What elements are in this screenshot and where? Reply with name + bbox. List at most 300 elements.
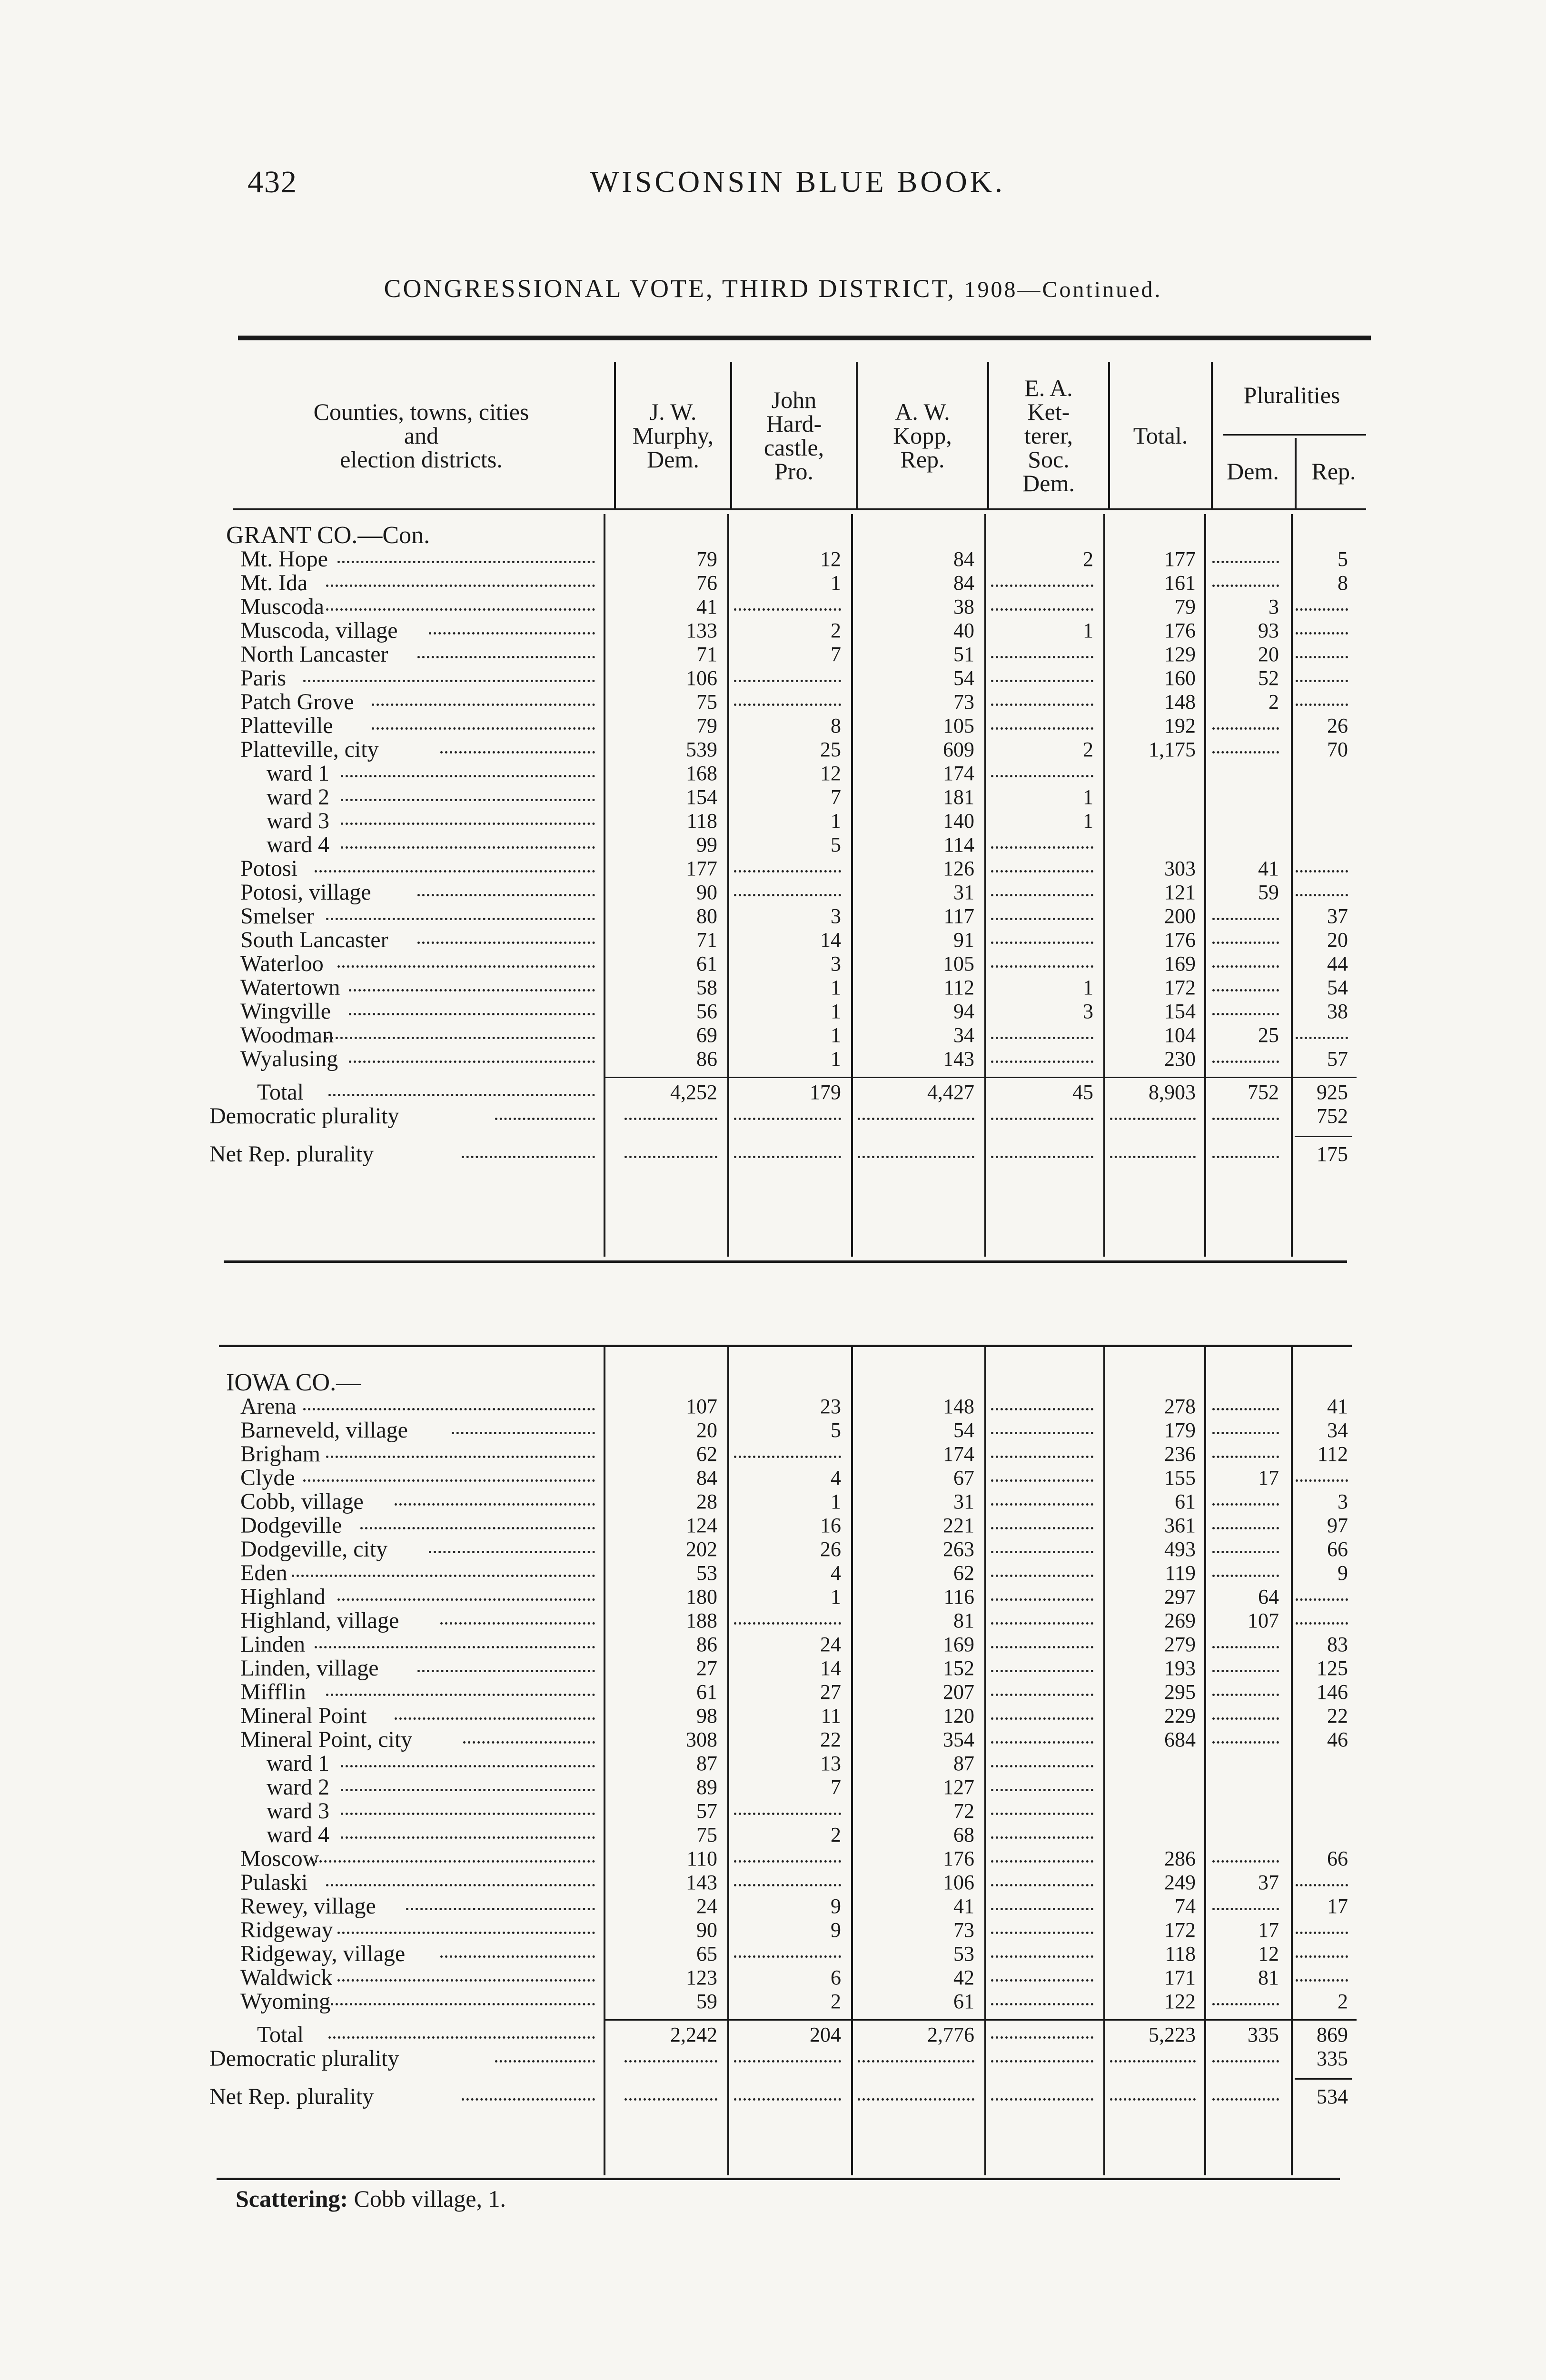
iowa-row-12-name-leader bbox=[417, 1670, 595, 1672]
iowa-row-24 bbox=[205, 1942, 1357, 1966]
header-bottom-rule bbox=[233, 508, 1366, 510]
grant-net-rep-plurality-name: Net Rep. plurality bbox=[209, 1142, 374, 1166]
grant-dem-plurality-hard-leader bbox=[734, 1118, 841, 1120]
iowa-row-10-rep-leader bbox=[1296, 1622, 1348, 1625]
iowa-row-15-total-value: 684 bbox=[1164, 1728, 1196, 1751]
iowa-row-22-total-value: 74 bbox=[1175, 1894, 1196, 1918]
iowa-row-17-kopp-value: 127 bbox=[943, 1775, 974, 1799]
grant-row-12-hard-value: 1 bbox=[831, 809, 841, 833]
iowa-row-4 bbox=[205, 1466, 1357, 1490]
iowa-row-5-murphy-value: 28 bbox=[696, 1490, 717, 1513]
grant-row-14-name: Potosi bbox=[240, 857, 298, 881]
iowa-row-25-rep-leader bbox=[1296, 1979, 1348, 1982]
grant-row-6-name-leader bbox=[303, 680, 595, 682]
iowa-row-3-kett-leader bbox=[991, 1456, 1093, 1458]
grant-row-8 bbox=[205, 714, 1357, 738]
grant-row-6-kett-leader bbox=[991, 680, 1093, 682]
iowa-row-3-kopp-value: 174 bbox=[943, 1442, 974, 1466]
iowa-row-10-murphy-value: 188 bbox=[686, 1609, 717, 1632]
iowa-dem-plurality-total-leader bbox=[1110, 2060, 1196, 2063]
grant-row-8-kopp-value: 105 bbox=[943, 714, 974, 737]
iowa-row-20-rep-value: 66 bbox=[1327, 1847, 1348, 1870]
grant-row-20-dem-leader bbox=[1212, 1013, 1279, 1015]
grant-row-18-kett-leader bbox=[991, 965, 1093, 968]
grant-row-10-hard-value: 12 bbox=[820, 762, 841, 785]
iowa-row-4-kopp-value: 67 bbox=[953, 1466, 974, 1489]
header-hardcastle-line-1: John bbox=[771, 387, 817, 413]
header-kopp-line-3: Rep. bbox=[900, 446, 945, 473]
iowa-row-1-kett-leader bbox=[991, 1408, 1093, 1410]
iowa-row-7-hard-value: 26 bbox=[820, 1537, 841, 1561]
iowa-row-4-dem-value: 17 bbox=[1258, 1466, 1279, 1489]
iowa-row-9-rep-leader bbox=[1296, 1598, 1348, 1601]
iowa-net-rep-plurality-name: Net Rep. plurality bbox=[209, 2085, 374, 2109]
iowa-row-5-kett-leader bbox=[991, 1503, 1093, 1506]
iowa-row-14-dem-leader bbox=[1212, 1717, 1279, 1720]
grant-democratic-plurality-name: Democratic plurality bbox=[209, 1104, 399, 1128]
iowa-row-25-kopp-value: 42 bbox=[953, 1966, 974, 1989]
grant-row-4-total-value: 176 bbox=[1164, 619, 1196, 642]
grant-row-14-kett-leader bbox=[991, 870, 1093, 873]
grant-row-22-hard-value: 1 bbox=[831, 1047, 841, 1071]
iowa-row-26-rep-value: 2 bbox=[1338, 1990, 1348, 2013]
grant-row-6-kopp-value: 54 bbox=[953, 666, 974, 690]
grant-row-10-name-leader bbox=[341, 775, 595, 777]
grant-row-21-kett-leader bbox=[991, 1037, 1093, 1039]
grant-row-15-kett-leader bbox=[991, 894, 1093, 896]
grant-row-19-dem-leader bbox=[1212, 989, 1279, 992]
grant-row-2-kopp-value: 84 bbox=[953, 571, 974, 595]
header-murphy-line-3: Dem. bbox=[647, 446, 699, 473]
iowa-row-23-dem-value: 17 bbox=[1258, 1918, 1279, 1942]
iowa-row-6-dem-leader bbox=[1212, 1527, 1279, 1529]
iowa-row-12-name: Linden, village bbox=[240, 1656, 379, 1680]
grant-total-name: Total bbox=[257, 1081, 304, 1104]
iowa-bottom-rule bbox=[217, 2178, 1340, 2180]
iowa-row-3-rep-value: 112 bbox=[1317, 1442, 1348, 1466]
iowa-row-2-name: Barneveld, village bbox=[240, 1418, 408, 1442]
grant-row-4-murphy-value: 133 bbox=[686, 619, 717, 642]
iowa-row-21-rep-leader bbox=[1296, 1884, 1348, 1886]
iowa-total-name: Total bbox=[257, 2023, 304, 2047]
iowa-row-12-dem-leader bbox=[1212, 1670, 1279, 1672]
grant-total-murphy-value: 4,252 bbox=[670, 1081, 717, 1104]
grant-row-12-name-leader bbox=[341, 823, 595, 825]
iowa-row-11-total-value: 279 bbox=[1164, 1633, 1196, 1656]
grant-row-20-name-leader bbox=[349, 1013, 595, 1015]
grant-net-rep-hard-leader bbox=[734, 1156, 841, 1158]
iowa-row-21-name: Pulaski bbox=[240, 1871, 308, 1894]
grant-county-section bbox=[205, 514, 1357, 1257]
grant-row-15-rep-leader bbox=[1296, 894, 1348, 896]
scattering-footnote bbox=[236, 2185, 506, 2212]
iowa-row-2-total-value: 179 bbox=[1164, 1418, 1196, 1442]
grant-row-15-total-value: 121 bbox=[1164, 881, 1196, 904]
iowa-row-9-kopp-value: 116 bbox=[943, 1585, 974, 1608]
grant-row-8-name-leader bbox=[372, 727, 595, 730]
iowa-row-22 bbox=[205, 1894, 1357, 1918]
grant-row-3-murphy-value: 41 bbox=[696, 595, 717, 618]
iowa-row-2-kopp-value: 54 bbox=[953, 1418, 974, 1442]
grant-row-18-name-leader bbox=[337, 965, 595, 968]
grant-row-22-total-value: 230 bbox=[1164, 1047, 1196, 1071]
iowa-row-18 bbox=[205, 1799, 1357, 1823]
grant-row-17-kett-leader bbox=[991, 942, 1093, 944]
iowa-total-kett-leader bbox=[991, 2036, 1093, 2039]
iowa-row-13-name: Mifflin bbox=[240, 1680, 306, 1704]
book-title: WISCONSIN BLUE BOOK. bbox=[590, 165, 1005, 198]
grant-row-21-name-leader bbox=[326, 1037, 595, 1039]
grant-row-7-rep-leader bbox=[1296, 704, 1348, 706]
iowa-row-3-name-leader bbox=[326, 1456, 595, 1458]
grant-row-14-kopp-value: 126 bbox=[943, 857, 974, 880]
grant-row-12-kett-value: 1 bbox=[1083, 809, 1093, 833]
grant-row-4 bbox=[205, 619, 1357, 643]
iowa-row-22-kett-leader bbox=[991, 1908, 1093, 1910]
grant-total-name-leader bbox=[328, 1094, 595, 1096]
header-murphy-line-1: J. W. bbox=[649, 398, 697, 425]
grant-democratic-plurality-leader bbox=[495, 1118, 595, 1120]
iowa-row-2-hard-value: 5 bbox=[831, 1418, 841, 1442]
grant-row-10-kett-leader bbox=[991, 775, 1093, 777]
grant-dem-plurality-murphy-leader bbox=[624, 1118, 717, 1120]
iowa-row-13-kett-leader bbox=[991, 1694, 1093, 1696]
iowa-row-18-murphy-value: 57 bbox=[696, 1799, 717, 1823]
iowa-net-rep-plurality-value: 534 bbox=[1317, 2085, 1348, 2108]
iowa-democratic-plurality-row bbox=[205, 2047, 1357, 2071]
iowa-net-rep-kopp-leader bbox=[858, 2098, 974, 2101]
iowa-row-1-murphy-value: 107 bbox=[686, 1395, 717, 1418]
header-plurality-rep: Rep. bbox=[1311, 458, 1356, 485]
grant-row-22-kett-leader bbox=[991, 1061, 1093, 1063]
grant-row-22-murphy-value: 86 bbox=[696, 1047, 717, 1071]
grant-row-15-hard-leader bbox=[734, 894, 841, 896]
grant-row-9-name-leader bbox=[440, 751, 595, 754]
iowa-row-19-kett-leader bbox=[991, 1836, 1093, 1839]
caption-year: 1908—Continued. bbox=[964, 277, 1162, 302]
iowa-row-22-name: Rewey, village bbox=[240, 1894, 376, 1918]
grant-row-13-name-leader bbox=[341, 846, 595, 849]
iowa-row-14 bbox=[205, 1704, 1357, 1728]
grant-row-8-hard-value: 8 bbox=[831, 714, 841, 737]
grant-row-14-murphy-value: 177 bbox=[686, 857, 717, 880]
iowa-row-23-rep-leader bbox=[1296, 1932, 1348, 1934]
iowa-row-26-name-leader bbox=[326, 2003, 595, 2005]
grant-row-19-hard-value: 1 bbox=[831, 976, 841, 999]
iowa-net-rep-kett-leader bbox=[991, 2098, 1093, 2101]
iowa-row-2-name-leader bbox=[452, 1432, 595, 1434]
iowa-row-13-dem-leader bbox=[1212, 1694, 1279, 1696]
grant-row-19 bbox=[205, 976, 1357, 1000]
iowa-row-7-murphy-value: 202 bbox=[686, 1537, 717, 1561]
grant-row-14-hard-leader bbox=[734, 870, 841, 873]
iowa-row-12-kopp-value: 152 bbox=[943, 1656, 974, 1680]
iowa-row-22-kopp-value: 41 bbox=[953, 1894, 974, 1918]
iowa-row-24-kopp-value: 53 bbox=[953, 1942, 974, 1965]
grant-row-6-murphy-value: 106 bbox=[686, 666, 717, 690]
grant-row-13-name: ward 4 bbox=[267, 833, 329, 857]
grant-row-15-name: Potosi, village bbox=[240, 881, 371, 904]
iowa-row-6-kett-leader bbox=[991, 1527, 1093, 1529]
iowa-row-6-name: Dodgeville bbox=[240, 1514, 342, 1537]
iowa-row-18-hard-leader bbox=[734, 1813, 841, 1815]
iowa-row-14-total-value: 229 bbox=[1164, 1704, 1196, 1727]
grant-row-4-kopp-value: 40 bbox=[953, 619, 974, 642]
iowa-row-20-name: Moscow bbox=[240, 1847, 319, 1871]
grant-row-22-kopp-value: 143 bbox=[943, 1047, 974, 1071]
iowa-row-15-dem-leader bbox=[1212, 1741, 1279, 1744]
iowa-dem-plurality-murphy-leader bbox=[624, 2060, 717, 2063]
grant-democratic-plurality-value: 752 bbox=[1317, 1104, 1348, 1128]
grant-row-6-rep-leader bbox=[1296, 680, 1348, 682]
iowa-row-20-name-leader bbox=[315, 1860, 595, 1863]
header-murphy bbox=[616, 362, 730, 509]
grant-net-rep-kett-leader bbox=[991, 1156, 1093, 1158]
iowa-row-23-kett-leader bbox=[991, 1932, 1093, 1934]
iowa-row-7-kopp-value: 263 bbox=[943, 1537, 974, 1561]
grant-row-21-kopp-value: 34 bbox=[953, 1023, 974, 1047]
iowa-row-23-name-leader bbox=[337, 1932, 595, 1934]
iowa-row-21-dem-value: 37 bbox=[1258, 1871, 1279, 1894]
iowa-row-15-kett-leader bbox=[991, 1741, 1093, 1744]
header-pluralities: Pluralities bbox=[1243, 382, 1340, 408]
iowa-row-17-kett-leader bbox=[991, 1789, 1093, 1791]
grant-dem-plurality-dem-leader bbox=[1212, 1118, 1279, 1120]
grant-row-4-kett-value: 1 bbox=[1083, 619, 1093, 642]
grant-row-5-kopp-value: 51 bbox=[953, 643, 974, 666]
iowa-row-1-total-value: 278 bbox=[1164, 1395, 1196, 1418]
iowa-row-7 bbox=[205, 1537, 1357, 1561]
grant-row-2 bbox=[205, 571, 1357, 595]
iowa-row-25 bbox=[205, 1966, 1357, 1990]
iowa-row-15-kopp-value: 354 bbox=[943, 1728, 974, 1751]
iowa-row-20-hard-leader bbox=[734, 1860, 841, 1863]
iowa-row-17 bbox=[205, 1775, 1357, 1799]
grant-row-16-total-value: 200 bbox=[1164, 904, 1196, 928]
header-district-line-1: Counties, towns, cities bbox=[313, 398, 529, 425]
grant-row-21-rep-leader bbox=[1296, 1037, 1348, 1039]
grant-row-8-kett-leader bbox=[991, 727, 1093, 730]
grant-row-22-name: Wyalusing bbox=[240, 1047, 338, 1071]
grant-row-10-name: ward 1 bbox=[267, 762, 329, 785]
iowa-row-19 bbox=[205, 1823, 1357, 1847]
iowa-row-14-hard-value: 11 bbox=[821, 1704, 841, 1727]
grant-row-5-dem-value: 20 bbox=[1258, 643, 1279, 666]
iowa-row-7-name: Dodgeville, city bbox=[240, 1537, 388, 1561]
iowa-net-rep-dem-leader bbox=[1212, 2098, 1279, 2101]
grant-row-17 bbox=[205, 928, 1357, 952]
header-ketterer-line-2: Ket- bbox=[1027, 398, 1070, 425]
grant-row-12-name: ward 3 bbox=[267, 809, 329, 833]
grant-row-18-murphy-value: 61 bbox=[696, 952, 717, 975]
iowa-row-7-total-value: 493 bbox=[1164, 1537, 1196, 1561]
iowa-row-15-rep-value: 46 bbox=[1327, 1728, 1348, 1751]
page-number: 432 bbox=[248, 165, 297, 199]
grant-row-7-kopp-value: 73 bbox=[953, 690, 974, 714]
header-murphy-line-2: Murphy, bbox=[632, 422, 714, 449]
iowa-row-4-name: Clyde bbox=[240, 1466, 295, 1490]
grant-total-kett-value: 45 bbox=[1072, 1081, 1093, 1104]
iowa-row-21-murphy-value: 143 bbox=[686, 1871, 717, 1894]
grant-row-16 bbox=[205, 904, 1357, 928]
iowa-row-1-name: Arena bbox=[240, 1395, 297, 1418]
iowa-row-13-name-leader bbox=[326, 1694, 595, 1696]
iowa-row-1-hard-value: 23 bbox=[820, 1395, 841, 1418]
grant-row-2-hard-value: 1 bbox=[831, 571, 841, 595]
iowa-row-9-name-leader bbox=[337, 1598, 595, 1601]
grant-row-1-hard-value: 12 bbox=[820, 547, 841, 571]
header-kopp-line-1: A. W. bbox=[895, 398, 950, 425]
iowa-row-9-murphy-value: 180 bbox=[686, 1585, 717, 1608]
grant-row-19-total-value: 172 bbox=[1164, 976, 1196, 999]
grant-row-2-dem-leader bbox=[1212, 585, 1279, 587]
grant-total-hard-value: 179 bbox=[810, 1081, 841, 1104]
iowa-row-6-rep-value: 97 bbox=[1327, 1514, 1348, 1537]
header-ketterer-line-1: E. A. bbox=[1024, 375, 1073, 401]
grant-row-6 bbox=[205, 666, 1357, 690]
iowa-row-24-rep-leader bbox=[1296, 1955, 1348, 1958]
grant-row-12-kopp-value: 140 bbox=[943, 809, 974, 833]
grant-row-13-murphy-value: 99 bbox=[696, 833, 717, 856]
header-ketterer-line-5: Dem. bbox=[1022, 470, 1075, 496]
iowa-row-14-name: Mineral Point bbox=[240, 1704, 367, 1728]
iowa-row-3-hard-leader bbox=[734, 1456, 841, 1458]
iowa-row-5-dem-leader bbox=[1212, 1503, 1279, 1506]
iowa-row-22-hard-value: 9 bbox=[831, 1894, 841, 1918]
grant-row-16-kett-leader bbox=[991, 918, 1093, 920]
iowa-total-rep-value: 869 bbox=[1317, 2023, 1348, 2046]
grant-row-11-kett-value: 1 bbox=[1083, 785, 1093, 809]
grant-row-5-total-value: 129 bbox=[1164, 643, 1196, 666]
iowa-total-dem-value: 335 bbox=[1248, 2023, 1279, 2046]
header-total: Total. bbox=[1133, 422, 1188, 449]
grant-row-16-dem-leader bbox=[1212, 918, 1279, 920]
grant-net-rep-plurality-row bbox=[205, 1142, 1357, 1166]
iowa-row-5-rep-value: 3 bbox=[1338, 1490, 1348, 1513]
grant-row-7-name: Patch Grove bbox=[240, 690, 354, 714]
grant-row-18-name: Waterloo bbox=[240, 952, 324, 976]
grant-row-9-kopp-value: 609 bbox=[943, 738, 974, 761]
grant-row-3-dem-value: 3 bbox=[1269, 595, 1279, 618]
caption-main: CONGRESSIONAL VOTE, THIRD DISTRICT, bbox=[384, 274, 956, 303]
header-ketterer bbox=[989, 362, 1108, 509]
grant-row-1-kopp-value: 84 bbox=[953, 547, 974, 571]
iowa-row-8-kopp-value: 62 bbox=[953, 1561, 974, 1585]
iowa-row-20-murphy-value: 110 bbox=[686, 1847, 717, 1870]
iowa-row-16-name-leader bbox=[341, 1765, 595, 1767]
grant-row-19-murphy-value: 58 bbox=[696, 976, 717, 999]
grant-row-7-kett-leader bbox=[991, 704, 1093, 706]
iowa-row-20-dem-leader bbox=[1212, 1860, 1279, 1863]
iowa-row-12-total-value: 193 bbox=[1164, 1656, 1196, 1680]
grant-row-5-rep-leader bbox=[1296, 656, 1348, 658]
iowa-row-3-name: Brigham bbox=[240, 1442, 320, 1466]
grant-row-20-kett-value: 3 bbox=[1083, 1000, 1093, 1023]
iowa-row-16-kopp-value: 87 bbox=[953, 1752, 974, 1775]
grant-net-rep-total-leader bbox=[1110, 1156, 1196, 1158]
iowa-row-26-kett-leader bbox=[991, 2003, 1093, 2005]
iowa-row-11-kopp-value: 169 bbox=[943, 1633, 974, 1656]
iowa-row-16-kett-leader bbox=[991, 1765, 1093, 1767]
grant-row-17-dem-leader bbox=[1212, 942, 1279, 944]
grant-row-21-total-value: 104 bbox=[1164, 1023, 1196, 1047]
grant-row-3-kett-leader bbox=[991, 608, 1093, 611]
grant-row-21 bbox=[205, 1023, 1357, 1047]
grant-row-1-kett-value: 2 bbox=[1083, 547, 1093, 571]
iowa-row-2-rep-value: 34 bbox=[1327, 1418, 1348, 1442]
iowa-row-9-total-value: 297 bbox=[1164, 1585, 1196, 1608]
iowa-dem-plurality-kopp-leader bbox=[858, 2060, 974, 2063]
header-kopp-line-2: Kopp, bbox=[893, 422, 952, 449]
header-kopp bbox=[858, 362, 987, 509]
grant-row-15-kopp-value: 31 bbox=[953, 881, 974, 904]
column-headers bbox=[228, 362, 1371, 509]
iowa-row-26-total-value: 122 bbox=[1164, 1990, 1196, 2013]
grant-row-1 bbox=[205, 547, 1357, 571]
iowa-row-8 bbox=[205, 1561, 1357, 1585]
grant-row-16-kopp-value: 117 bbox=[943, 904, 974, 928]
grant-row-3-name: Muscoda bbox=[240, 595, 324, 619]
grant-row-2-kett-leader bbox=[991, 585, 1093, 587]
iowa-row-16-murphy-value: 87 bbox=[696, 1752, 717, 1775]
iowa-row-24-name: Ridgeway, village bbox=[240, 1942, 406, 1966]
grant-row-13 bbox=[205, 833, 1357, 857]
grant-row-9-name: Platteville, city bbox=[240, 738, 379, 762]
iowa-row-4-total-value: 155 bbox=[1164, 1466, 1196, 1489]
grant-row-5-kett-leader bbox=[991, 656, 1093, 658]
grant-total-dem-value: 752 bbox=[1248, 1081, 1279, 1104]
grant-row-20 bbox=[205, 1000, 1357, 1023]
iowa-row-10-hard-leader bbox=[734, 1622, 841, 1625]
iowa-row-10-name: Highland, village bbox=[240, 1609, 399, 1633]
iowa-row-23-name: Ridgeway bbox=[240, 1918, 333, 1942]
iowa-row-22-name-leader bbox=[406, 1908, 595, 1910]
iowa-row-20-total-value: 286 bbox=[1164, 1847, 1196, 1870]
iowa-row-4-murphy-value: 84 bbox=[696, 1466, 717, 1489]
grant-row-19-name: Watertown bbox=[240, 976, 340, 1000]
iowa-row-8-rep-value: 9 bbox=[1338, 1561, 1348, 1585]
grant-row-12 bbox=[205, 809, 1357, 833]
grant-row-8-rep-value: 26 bbox=[1327, 714, 1348, 737]
grant-net-rule bbox=[1295, 1136, 1352, 1137]
grant-row-5-hard-value: 7 bbox=[831, 643, 841, 666]
iowa-row-12-hard-value: 14 bbox=[820, 1656, 841, 1680]
iowa-row-5-total-value: 61 bbox=[1175, 1490, 1196, 1513]
grant-row-16-name-leader bbox=[326, 918, 595, 920]
iowa-row-7-rep-value: 66 bbox=[1327, 1537, 1348, 1561]
grant-row-11-kopp-value: 181 bbox=[943, 785, 974, 809]
iowa-row-25-dem-value: 81 bbox=[1258, 1966, 1279, 1989]
grant-net-rep-plurality-leader bbox=[462, 1156, 595, 1158]
header-ketterer-line-4: Soc. bbox=[1028, 446, 1070, 473]
iowa-row-21-total-value: 249 bbox=[1164, 1871, 1196, 1894]
grant-row-19-kett-value: 1 bbox=[1083, 976, 1093, 999]
grant-row-4-name: Muscoda, village bbox=[240, 619, 398, 643]
grant-row-8-total-value: 192 bbox=[1164, 714, 1196, 737]
iowa-row-23 bbox=[205, 1918, 1357, 1942]
iowa-row-25-total-value: 171 bbox=[1164, 1966, 1196, 1989]
iowa-row-2-dem-leader bbox=[1212, 1432, 1279, 1434]
grant-democratic-plurality-row bbox=[205, 1104, 1357, 1128]
grant-row-22 bbox=[205, 1047, 1357, 1071]
iowa-row-19-kopp-value: 68 bbox=[953, 1823, 974, 1846]
iowa-row-4-kett-leader bbox=[991, 1479, 1093, 1482]
iowa-row-26-murphy-value: 59 bbox=[696, 1990, 717, 2013]
grant-row-5-murphy-value: 71 bbox=[696, 643, 717, 666]
iowa-row-5 bbox=[205, 1490, 1357, 1514]
iowa-row-19-name: ward 4 bbox=[267, 1823, 329, 1847]
grant-row-20-murphy-value: 56 bbox=[696, 1000, 717, 1023]
